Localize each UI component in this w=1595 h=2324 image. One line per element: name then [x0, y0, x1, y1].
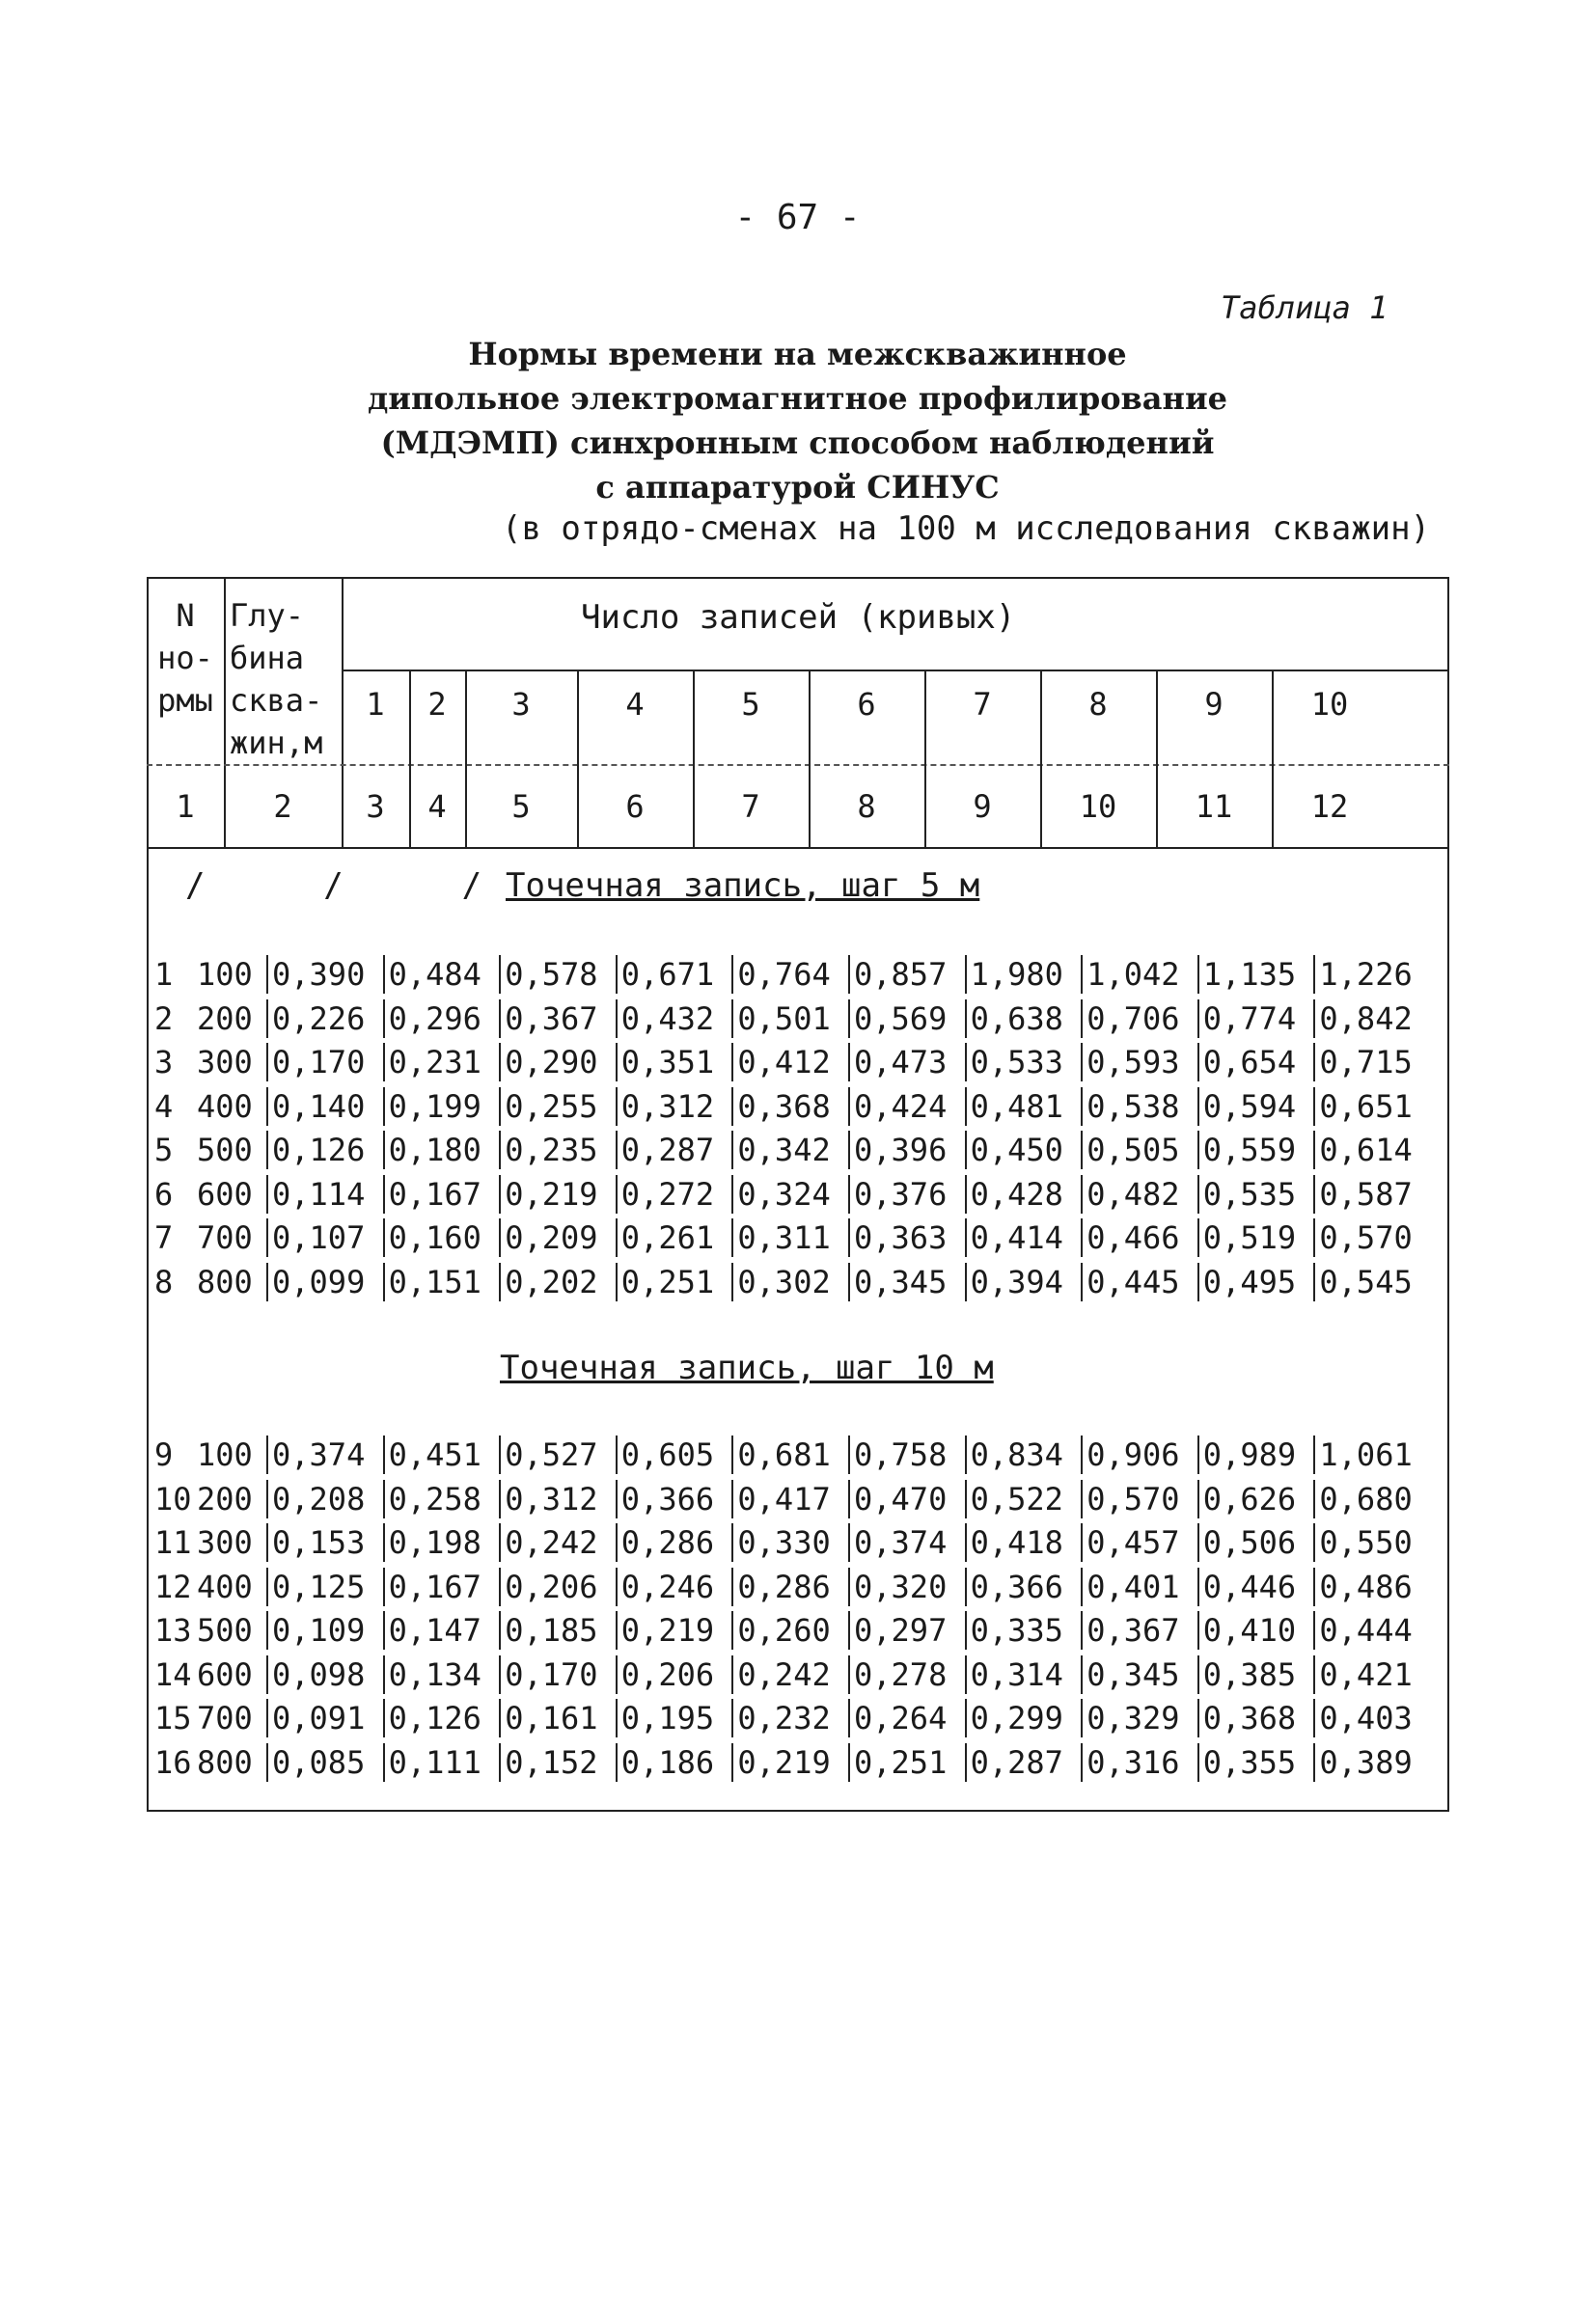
value-cell: 0,329	[1081, 1699, 1202, 1737]
value-cell: 0,385	[1197, 1655, 1319, 1694]
value-cell: 0,570	[1313, 1218, 1435, 1257]
value-cell: 0,715	[1313, 1043, 1435, 1081]
depth-cell: 100	[197, 1436, 253, 1473]
value-cell: 0,147	[383, 1611, 505, 1650]
value-cell: 0,774	[1197, 999, 1319, 1038]
value-cell: 0,505	[1081, 1131, 1202, 1169]
count-col-divider	[809, 670, 811, 849]
value-cell: 0,099	[266, 1263, 388, 1301]
value-cell: 0,091	[266, 1699, 388, 1737]
depth-cell: 400	[197, 1568, 253, 1605]
norm-number: 11	[154, 1524, 192, 1561]
value-cell: 0,185	[499, 1611, 620, 1650]
table-row	[147, 999, 1449, 1038]
value-cell: 0,376	[848, 1175, 970, 1214]
value-cell: 0,114	[266, 1175, 388, 1214]
value-cell: 0,299	[965, 1699, 1086, 1737]
value-cell: 0,651	[1313, 1087, 1435, 1126]
value-cell: 0,482	[1081, 1175, 1202, 1214]
value-cell: 0,484	[383, 955, 505, 994]
value-cell: 0,428	[965, 1175, 1086, 1214]
value-cell: 0,506	[1197, 1523, 1319, 1562]
value-cell: 0,366	[965, 1568, 1086, 1606]
value-cell: 0,451	[383, 1435, 505, 1474]
value-cell: 0,374	[266, 1435, 388, 1474]
value-cell: 0,286	[616, 1523, 737, 1562]
title-line-4: с аппаратурой СИНУС	[595, 469, 1000, 506]
value-cell: 0,261	[616, 1218, 737, 1257]
value-cell: 0,401	[1081, 1568, 1202, 1606]
value-cell: 0,140	[266, 1087, 388, 1126]
depth-cell: 100	[197, 956, 253, 993]
value-cell: 0,195	[616, 1699, 737, 1737]
norm-number: 14	[154, 1655, 192, 1693]
depth-cell: 200	[197, 999, 253, 1037]
value-cell: 0,355	[1197, 1743, 1319, 1782]
value-cell: 0,242	[731, 1655, 853, 1694]
value-cell: 1,061	[1313, 1435, 1435, 1474]
norm-number: 7	[154, 1219, 174, 1256]
value-cell: 0,495	[1197, 1263, 1319, 1301]
count-col-divider	[465, 670, 467, 849]
norm-number: 10	[154, 1480, 192, 1517]
value-cell: 0,654	[1197, 1043, 1319, 1081]
value-cell: 0,374	[848, 1523, 970, 1562]
value-cell: 0,368	[731, 1087, 853, 1126]
value-cell: 0,160	[383, 1218, 505, 1257]
value-cell: 0,167	[383, 1175, 505, 1214]
value-cell: 0,432	[616, 999, 737, 1038]
value-cell: 0,368	[1197, 1699, 1319, 1737]
value-cell: 0,363	[848, 1218, 970, 1257]
value-cell: 0,587	[1313, 1175, 1435, 1214]
depth-cell: 300	[197, 1524, 253, 1561]
depth-cell: 800	[197, 1263, 253, 1300]
value-cell: 0,390	[266, 955, 388, 994]
norm-number: 16	[154, 1743, 192, 1781]
value-cell: 0,605	[616, 1435, 737, 1474]
header-depth-1: Глу-	[230, 597, 305, 634]
value-cell: 0,335	[965, 1611, 1086, 1650]
section-title-step5: Точечная запись, шаг 5 м	[506, 866, 980, 905]
value-cell: 0,219	[731, 1743, 853, 1782]
value-cell: 1,226	[1313, 955, 1435, 994]
value-cell: 0,450	[965, 1131, 1086, 1169]
value-cell: 0,111	[383, 1743, 505, 1782]
value-cell: 0,444	[1313, 1611, 1435, 1650]
value-cell: 0,255	[499, 1087, 620, 1126]
norm-number: 2	[154, 999, 174, 1037]
value-cell: 0,417	[731, 1480, 853, 1518]
value-cell: 0,366	[616, 1480, 737, 1518]
value-cell: 0,235	[499, 1131, 620, 1169]
group-header-divider	[342, 670, 1447, 671]
count-col-divider	[924, 670, 926, 849]
value-cell: 0,501	[731, 999, 853, 1038]
value-cell: 0,198	[383, 1523, 505, 1562]
value-cell: 0,389	[1313, 1743, 1435, 1782]
norm-number: 8	[154, 1263, 174, 1300]
count-col-divider	[1156, 670, 1158, 849]
value-cell: 0,473	[848, 1043, 970, 1081]
value-cell: 0,287	[965, 1743, 1086, 1782]
norm-number: 1	[154, 956, 174, 993]
norm-number: 12	[154, 1568, 192, 1605]
value-cell: 0,186	[616, 1743, 737, 1782]
column-number: 11	[1195, 788, 1233, 825]
value-cell: 0,533	[965, 1043, 1086, 1081]
value-cell: 0,167	[383, 1568, 505, 1606]
title-line-3: (МДЭМП) синхронным способом наблюдений	[380, 424, 1215, 461]
column-number: 10	[1079, 788, 1117, 825]
value-cell: 0,264	[848, 1699, 970, 1737]
column-number: 8	[857, 788, 876, 825]
value-cell: 0,312	[499, 1480, 620, 1518]
value-cell: 1,135	[1197, 955, 1319, 994]
value-cell: 0,545	[1313, 1263, 1435, 1301]
value-cell: 0,522	[965, 1480, 1086, 1518]
header-norm-3: рмы	[157, 682, 213, 719]
value-cell: 0,278	[848, 1655, 970, 1694]
value-cell: 0,287	[616, 1131, 737, 1169]
value-cell: 0,626	[1197, 1480, 1319, 1518]
value-cell: 0,125	[266, 1568, 388, 1606]
norm-number: 4	[154, 1087, 174, 1125]
column-number: 1	[176, 788, 195, 825]
value-cell: 0,297	[848, 1611, 970, 1650]
slash-marks: / / /	[185, 866, 482, 905]
depth-cell: 800	[197, 1743, 253, 1781]
header-depth-2: бина	[230, 640, 305, 676]
value-cell: 0,593	[1081, 1043, 1202, 1081]
value-cell: 0,412	[731, 1043, 853, 1081]
value-cell: 0,290	[499, 1043, 620, 1081]
value-cell: 0,396	[848, 1131, 970, 1169]
record-count-header: 5	[741, 686, 760, 723]
value-cell: 0,126	[383, 1699, 505, 1737]
value-cell: 0,446	[1197, 1568, 1319, 1606]
value-cell: 0,421	[1313, 1655, 1435, 1694]
value-cell: 0,414	[965, 1218, 1086, 1257]
table-row	[147, 1480, 1449, 1518]
value-cell: 0,470	[848, 1480, 970, 1518]
table-row	[147, 1743, 1449, 1782]
table-label: Таблица 1	[1221, 289, 1389, 326]
count-col-divider	[1272, 670, 1274, 849]
value-cell: 0,367	[499, 999, 620, 1038]
column-number: 12	[1310, 788, 1349, 825]
header-depth-4: жин,м	[230, 725, 323, 761]
norm-number: 6	[154, 1175, 174, 1213]
table-row	[147, 1175, 1449, 1214]
value-cell: 0,578	[499, 955, 620, 994]
value-cell: 1,980	[965, 955, 1086, 994]
count-col-divider	[693, 670, 695, 849]
value-cell: 0,706	[1081, 999, 1202, 1038]
value-cell: 0,320	[848, 1568, 970, 1606]
value-cell: 0,681	[731, 1435, 853, 1474]
value-cell: 0,180	[383, 1131, 505, 1169]
value-cell: 0,680	[1313, 1480, 1435, 1518]
depth-cell: 600	[197, 1655, 253, 1693]
value-cell: 0,834	[965, 1435, 1086, 1474]
value-cell: 0,311	[731, 1218, 853, 1257]
depth-cell: 600	[197, 1175, 253, 1213]
table-row	[147, 1043, 1449, 1081]
value-cell: 0,351	[616, 1043, 737, 1081]
count-col-divider	[577, 670, 579, 849]
value-cell: 0,671	[616, 955, 737, 994]
column-number: 7	[741, 788, 760, 825]
norms-table	[147, 577, 1449, 1812]
value-cell: 0,107	[266, 1218, 388, 1257]
table-row	[147, 955, 1449, 994]
value-cell: 0,085	[266, 1743, 388, 1782]
value-cell: 0,251	[848, 1743, 970, 1782]
value-cell: 0,219	[499, 1175, 620, 1214]
title-line-2: дипольное электромагнитное профилирование	[367, 380, 1228, 417]
value-cell: 0,324	[731, 1175, 853, 1214]
header-norm-2: но-	[157, 640, 213, 676]
record-count-header: 2	[427, 686, 447, 723]
depth-cell: 300	[197, 1044, 253, 1080]
value-cell: 0,424	[848, 1087, 970, 1126]
count-col-divider	[1040, 670, 1042, 849]
value-cell: 0,314	[965, 1655, 1086, 1694]
value-cell: 0,272	[616, 1175, 737, 1214]
value-cell: 0,316	[1081, 1743, 1202, 1782]
title-line-1: Нормы времени на межскважинное	[468, 336, 1127, 372]
value-cell: 0,538	[1081, 1087, 1202, 1126]
value-cell: 0,232	[731, 1699, 853, 1737]
value-cell: 0,296	[383, 999, 505, 1038]
table-row	[147, 1131, 1449, 1169]
depth-cell: 500	[197, 1132, 253, 1168]
depth-cell: 200	[197, 1480, 253, 1517]
value-cell: 0,098	[266, 1655, 388, 1694]
table-row	[147, 1523, 1449, 1562]
value-cell: 0,367	[1081, 1611, 1202, 1650]
page-number: - 67 -	[734, 198, 861, 237]
value-cell: 0,153	[266, 1523, 388, 1562]
value-cell: 0,481	[965, 1087, 1086, 1126]
value-cell: 0,345	[848, 1263, 970, 1301]
table-row	[147, 1087, 1449, 1126]
table-row	[147, 1655, 1449, 1694]
header-depth-3: сква-	[230, 682, 323, 719]
record-count-header: 3	[511, 686, 531, 723]
value-cell: 0,258	[383, 1480, 505, 1518]
value-cell: 0,161	[499, 1699, 620, 1737]
value-cell: 0,312	[616, 1087, 737, 1126]
group-header-title: Число записей (кривых)	[581, 598, 1016, 637]
value-cell: 0,330	[731, 1523, 853, 1562]
value-cell: 0,466	[1081, 1218, 1202, 1257]
value-cell: 0,170	[266, 1043, 388, 1081]
value-cell: 0,302	[731, 1263, 853, 1301]
value-cell: 0,219	[616, 1611, 737, 1650]
column-number: 3	[366, 788, 385, 825]
depth-cell: 700	[197, 1700, 253, 1736]
table-row	[147, 1568, 1449, 1606]
value-cell: 0,206	[499, 1568, 620, 1606]
table-row	[147, 1699, 1449, 1737]
value-cell: 0,535	[1197, 1175, 1319, 1214]
value-cell: 0,394	[965, 1263, 1086, 1301]
table-row	[147, 1218, 1449, 1257]
value-cell: 0,569	[848, 999, 970, 1038]
record-count-header: 8	[1088, 686, 1108, 723]
value-cell: 0,126	[266, 1131, 388, 1169]
value-cell: 0,231	[383, 1043, 505, 1081]
value-cell: 0,906	[1081, 1435, 1202, 1474]
record-count-header: 9	[1204, 686, 1224, 723]
record-count-header: 6	[857, 686, 876, 723]
table-row	[147, 1263, 1449, 1301]
depth-cell: 500	[197, 1612, 253, 1649]
column-number: 5	[511, 788, 531, 825]
value-cell: 0,758	[848, 1435, 970, 1474]
column-number: 2	[273, 788, 292, 825]
value-cell: 0,170	[499, 1655, 620, 1694]
value-cell: 0,209	[499, 1218, 620, 1257]
value-cell: 0,857	[848, 955, 970, 994]
value-cell: 1,042	[1081, 955, 1202, 994]
norm-number: 13	[154, 1612, 192, 1649]
value-cell: 0,208	[266, 1480, 388, 1518]
value-cell: 0,559	[1197, 1131, 1319, 1169]
value-cell: 0,152	[499, 1743, 620, 1782]
depth-cell: 400	[197, 1087, 253, 1125]
depth-cell: 700	[197, 1219, 253, 1256]
value-cell: 0,345	[1081, 1655, 1202, 1694]
column-number: 4	[427, 788, 447, 825]
record-count-header: 1	[366, 686, 385, 723]
value-cell: 0,457	[1081, 1523, 1202, 1562]
value-cell: 0,594	[1197, 1087, 1319, 1126]
value-cell: 0,519	[1197, 1218, 1319, 1257]
value-cell: 0,206	[616, 1655, 737, 1694]
value-cell: 0,403	[1313, 1699, 1435, 1737]
value-cell: 0,527	[499, 1435, 620, 1474]
value-cell: 0,134	[383, 1655, 505, 1694]
value-cell: 0,410	[1197, 1611, 1319, 1650]
value-cell: 0,570	[1081, 1480, 1202, 1518]
count-col-divider	[409, 670, 411, 849]
value-cell: 0,251	[616, 1263, 737, 1301]
value-cell: 0,242	[499, 1523, 620, 1562]
value-cell: 0,286	[731, 1568, 853, 1606]
value-cell: 0,151	[383, 1263, 505, 1301]
value-cell: 0,486	[1313, 1568, 1435, 1606]
table-row	[147, 1611, 1449, 1650]
column-number: 9	[973, 788, 992, 825]
table-row	[147, 1435, 1449, 1474]
value-cell: 0,842	[1313, 999, 1435, 1038]
header-norm-1: N	[176, 597, 195, 634]
value-cell: 0,418	[965, 1523, 1086, 1562]
table-subtitle: (в отрядо-сменах на 100 м исследования скважин)	[502, 509, 1431, 548]
value-cell: 0,989	[1197, 1435, 1319, 1474]
record-count-header: 7	[973, 686, 992, 723]
value-cell: 0,342	[731, 1131, 853, 1169]
table-bottom-border	[147, 1810, 1449, 1812]
value-cell: 0,226	[266, 999, 388, 1038]
value-cell: 0,550	[1313, 1523, 1435, 1562]
value-cell: 0,638	[965, 999, 1086, 1038]
norm-number: 9	[154, 1436, 174, 1473]
record-count-header: 4	[625, 686, 645, 723]
norm-number: 15	[154, 1700, 192, 1736]
value-cell: 0,109	[266, 1611, 388, 1650]
column-number: 6	[625, 788, 645, 825]
section-title-step10: Точечная запись, шаг 10 м	[500, 1349, 994, 1387]
norm-number: 3	[154, 1044, 174, 1080]
value-cell: 0,246	[616, 1568, 737, 1606]
norm-number: 5	[154, 1132, 174, 1168]
value-cell: 0,445	[1081, 1263, 1202, 1301]
header-dashed-divider	[147, 764, 1449, 766]
value-cell: 0,260	[731, 1611, 853, 1650]
value-cell: 0,764	[731, 955, 853, 994]
record-count-header: 10	[1310, 686, 1349, 723]
value-cell: 0,202	[499, 1263, 620, 1301]
value-cell: 0,199	[383, 1087, 505, 1126]
value-cell: 0,614	[1313, 1131, 1435, 1169]
